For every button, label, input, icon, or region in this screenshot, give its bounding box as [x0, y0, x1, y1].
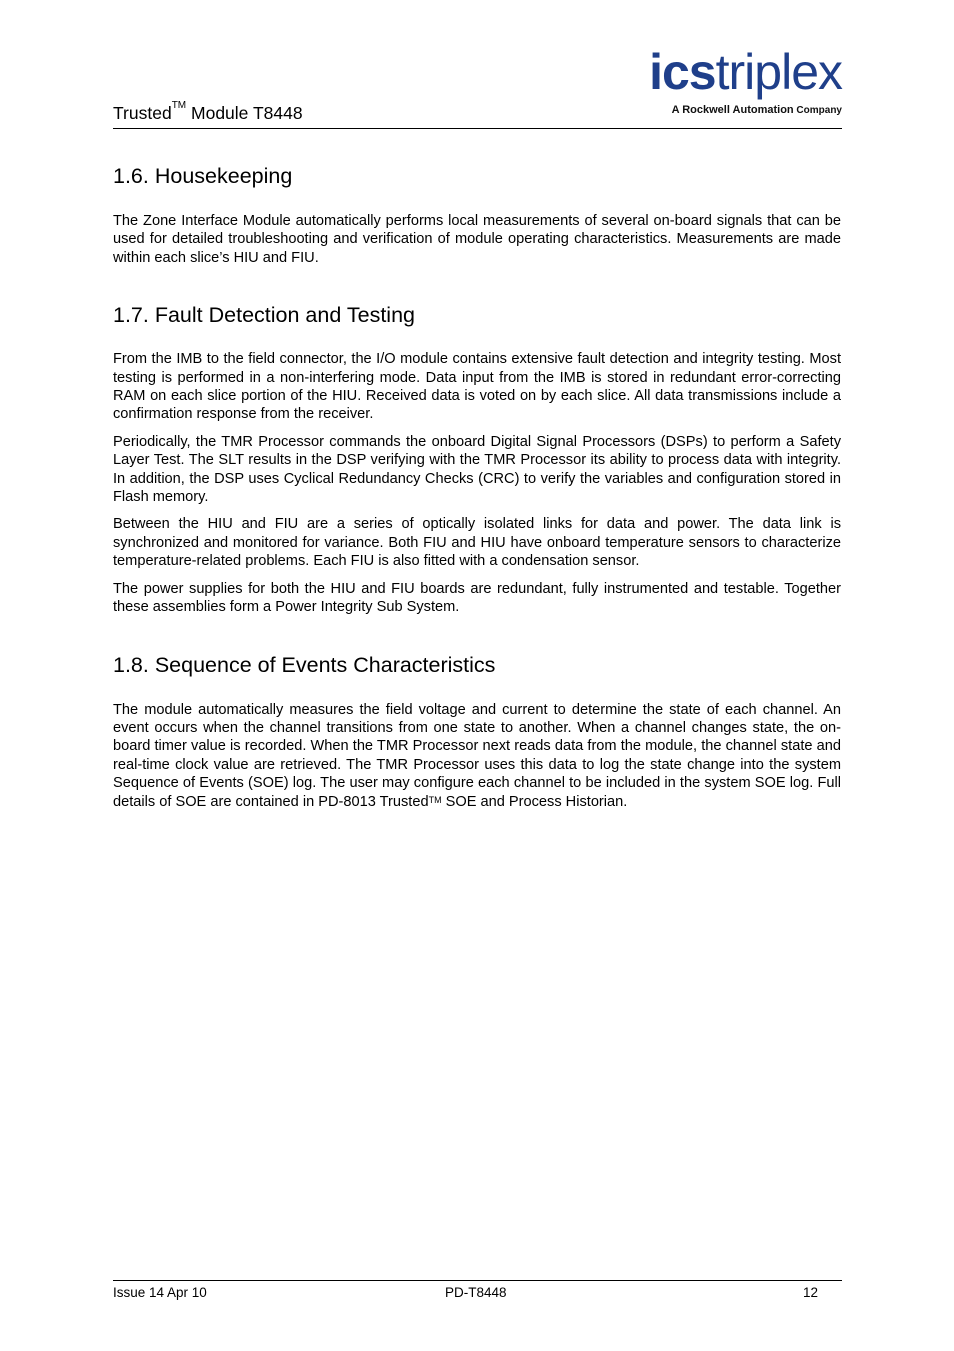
logo-tagline	[672, 104, 842, 116]
paragraph-tail-text: SOE and Process Historian.	[441, 793, 628, 810]
footer-doc-id: PD-T8448	[445, 1285, 507, 1300]
section-paragraph: The Zone Interface Module automatically performs local measurements of several on-board signals that can be used for detailed troubleshooting and verification of module operating characteristics. Measurements are made within each slice’s HIU and FIU.	[113, 213, 841, 266]
trademark-symbol: TM	[171, 100, 187, 111]
trademark-symbol: TM	[428, 794, 442, 805]
section-housekeeping	[113, 162, 841, 267]
document-title	[113, 100, 303, 124]
section-paragraph: Periodically, the TMR Processor commands the onboard Digital Signal Processors (DSPs) to perform a Safety Layer Test. The SLT results in the DSP verifying with the TMR Processor its ability to process data with integrity. In addition, the DSP uses Cyclical Redundancy Checks (CRC) to verify the variables and configuration stored in Flash memory.	[113, 433, 841, 506]
section-soe	[113, 651, 841, 811]
section-paragraph: Between the HIU and FIU are a series of optically isolated links for data and power. The data link is synchronized and monitored for variance. Both FIU and HIU have onboard temperature sensors to characterize temperature-related problems. Each FIU is also fitted with a condensation sensor.	[113, 516, 841, 570]
company-logo	[610, 44, 842, 122]
page-body	[113, 160, 841, 811]
footer-issue: Issue 14 Apr 10	[113, 1285, 207, 1300]
page-header	[113, 40, 842, 129]
section-paragraph: The power supplies for both the HIU and FIU boards are redundant, fully instrumented and testable. Together these assemblies form a Power Integrity Sub System.	[113, 580, 841, 616]
page-footer	[113, 1280, 842, 1300]
logo-ics: ics	[649, 44, 716, 100]
section-fault-detection	[113, 301, 841, 616]
section-heading: 1.8. Sequence of Events Characteristics	[113, 652, 496, 677]
logo-triplex: triplex	[715, 44, 842, 100]
section-paragraph: From the IMB to the field connector, the I/O module contains extensive fault detection and integrity testing. Most testing is performed in a non-interfering mode. Data input from the IMB is stored in redundant error-correcting RAM on each slice portion of the HIU. Received data is voted on by each slice. All data transmissions include a confirmation response from the receiver.	[113, 351, 841, 423]
title-pre: Trusted	[113, 103, 172, 123]
logo-tagline-company: Company	[793, 105, 842, 116]
logo-wordmark	[649, 44, 842, 100]
section-paragraph	[113, 701, 841, 811]
footer-page-number: 12	[802, 1285, 818, 1300]
logo-tagline-main: A Rockwell Automation	[671, 104, 794, 116]
section-heading: 1.7. Fault Detection and Testing	[113, 303, 415, 328]
paragraph-main-text: The module automatically measures the field voltage and current to determine the state of each channel. An event occurs when the channel transitions from one state to another. When a channel changes state, the on-board timer value is recorded. When the TMR Processor next reads data from the module, the channel state and real-time clock value are retrieved. The TMR Processor uses this data to log the state change into the system Sequence of Events (SOE) log. The user may configure each channel to be included in the system SOE log. Full details of SOE are contained in PD-8013 Trusted	[113, 701, 841, 810]
section-heading: 1.6. Housekeeping	[113, 164, 293, 188]
title-post: Module T8448	[186, 103, 303, 123]
